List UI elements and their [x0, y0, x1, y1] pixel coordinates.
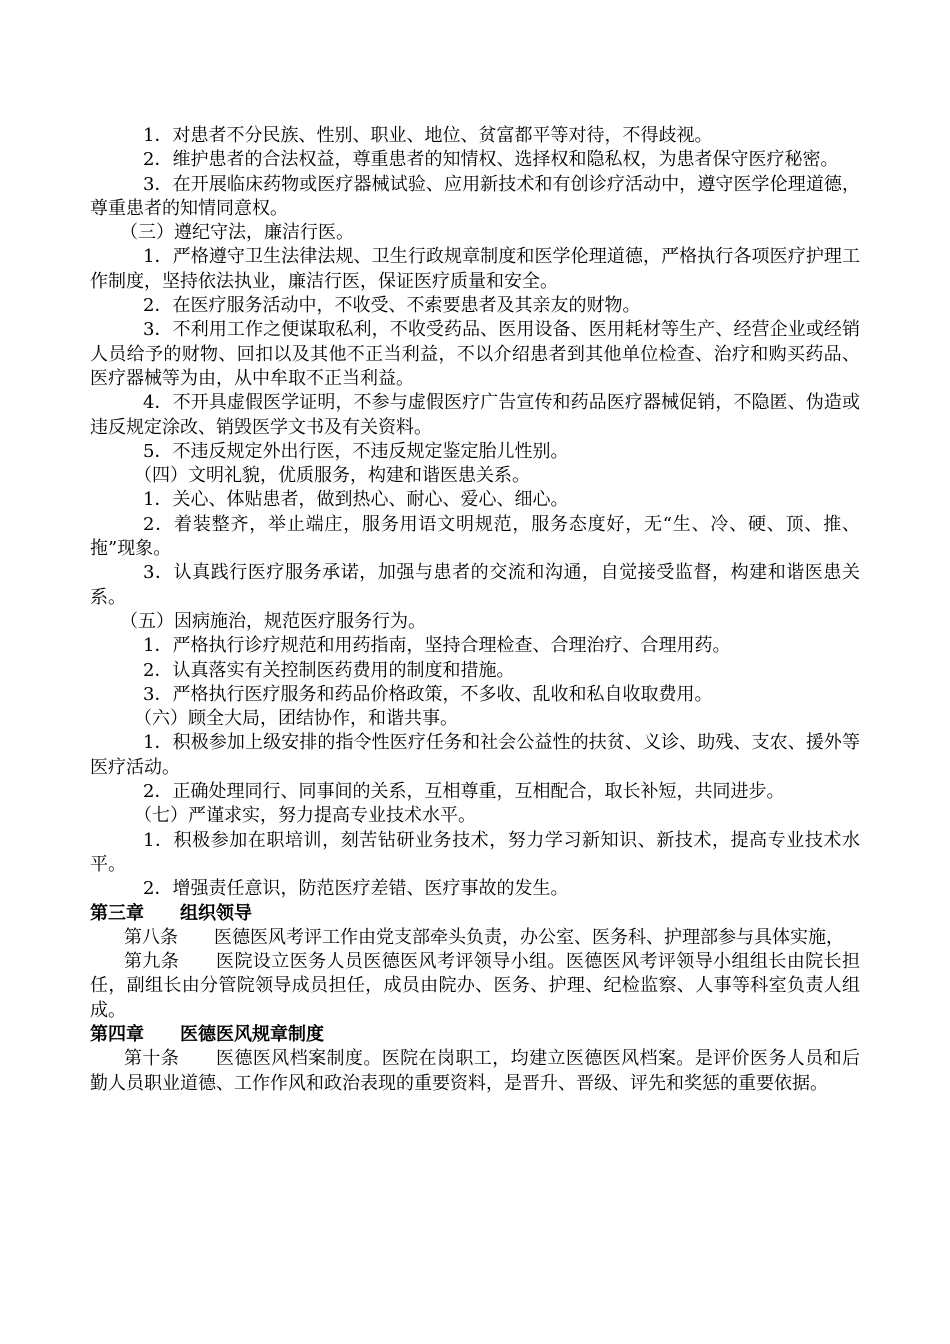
paragraph: 3．严格执行医疗服务和药品价格政策，不多收、乱收和私自收取费用。 [143, 683, 713, 705]
paragraph: 1．对患者不分民族、性别、职业、地位、贫富都平等对待，不得歧视。 [143, 125, 713, 146]
paragraph: 1．严格执行诊疗规范和用药指南，坚持合理检查、合理治疗、合理用药。 [143, 635, 731, 657]
chapter-3-title: 第三章 组织领导 [90, 902, 252, 924]
paragraph: 2．认真落实有关控制医药费用的制度和措施。 [143, 659, 515, 681]
paragraph: 2．增强责任意识，防范医疗差错、医疗事故的发生。 [143, 878, 569, 900]
paragraph: 5．不违反规定外出行医，不违反规定鉴定胎儿性别。 [143, 440, 569, 462]
article-10: 第十条 医德医风档案制度。医院在岗职工，均建立医德医风档案。是评价医务人员和后勤人员职业道德、工作作风和政治表现的重要资料，是晋升、晋级、评先和奖惩的重要依据。 [90, 1048, 860, 1094]
section-heading: （四）文明礼貌，优质服务，构建和谐医患关系。 [134, 465, 530, 487]
paragraph: 1．关心、体贴患者，做到热心、耐心、爱心、细心。 [143, 489, 569, 511]
paragraph: 3．在开展临床药物或医疗器械试验、应用新技术和有创诊疗活动中，遵守医学伦理道德，尊重患者的知情同意权。 [90, 173, 860, 219]
paragraph: 1．积极参加上级安排的指令性医疗任务和社会公益性的扶贫、义诊、助残、支农、援外等医疗活动。 [90, 732, 860, 778]
paragraph: 2．维护患者的合法权益，尊重患者的知情权、选择权和隐私权，为患者保守医疗秘密。 [143, 149, 839, 171]
paragraph: 2．在医疗服务活动中，不收受、不索要患者及其亲友的财物。 [143, 295, 641, 317]
article-9: 第九条 医院设立医务人员医德医风考评领导小组。医德医风考评领导小组组长由院长担任，副组长由分管院领导成员担任，成员由院办、医务、护理、纪检监察、人事等科室负责人组成。 [90, 951, 860, 1021]
section-heading: （三）遵纪守法，廉洁行医。 [120, 222, 354, 244]
section-heading: （六）顾全大局，团结协作，和谐共事。 [134, 708, 458, 730]
article-8: 第八条 医德医风考评工作由党支部牵头负责，办公室、医务科、护理部参与具体实施， [124, 926, 844, 948]
chapter-4-title: 第四章 医德医风规章制度 [90, 1023, 324, 1045]
paragraph: 3．不利用工作之便谋取私利，不收受药品、医用设备、医用耗材等生产、经营企业或经销人员给予的财物、回扣以及其他不正当利益，不以介绍患者到其他单位检查、治疗和购买药品、医疗器械等为由，从中牟取不正当利益。 [90, 319, 860, 389]
paragraph: 1．积极参加在职培训，刻苦钻研业务技术，努力学习新知识、新技术，提高专业技术水平。 [90, 829, 860, 875]
paragraph: 2．着装整齐，举止端庄，服务用语文明规范，服务态度好，无“生、冷、硬、顶、推、拖”现象。 [90, 513, 860, 560]
paragraph: 2．正确处理同行、同事间的关系，互相尊重，互相配合，取长补短，共同进步。 [143, 781, 785, 803]
paragraph: 3．认真践行医疗服务承诺，加强与患者的交流和沟通，自觉接受监督，构建和谐医患关系。 [90, 562, 860, 608]
paragraph: 1．严格遵守卫生法律法规、卫生行政规章制度和医学伦理道德，严格执行各项医疗护理工作制度，坚持依法执业，廉洁行医，保证医疗质量和安全。 [90, 246, 860, 292]
document-body [90, 124, 860, 1096]
section-heading: （七）严谨求实，努力提高专业技术水平。 [134, 805, 476, 827]
section-heading: （五）因病施治，规范医疗服务行为。 [120, 610, 426, 632]
paragraph: 4．不开具虚假医学证明，不参与虚假医疗广告宣传和药品医疗器械促销，不隐匿、伪造或违反规定涂改、销毁医学文书及有关资料。 [90, 392, 860, 438]
